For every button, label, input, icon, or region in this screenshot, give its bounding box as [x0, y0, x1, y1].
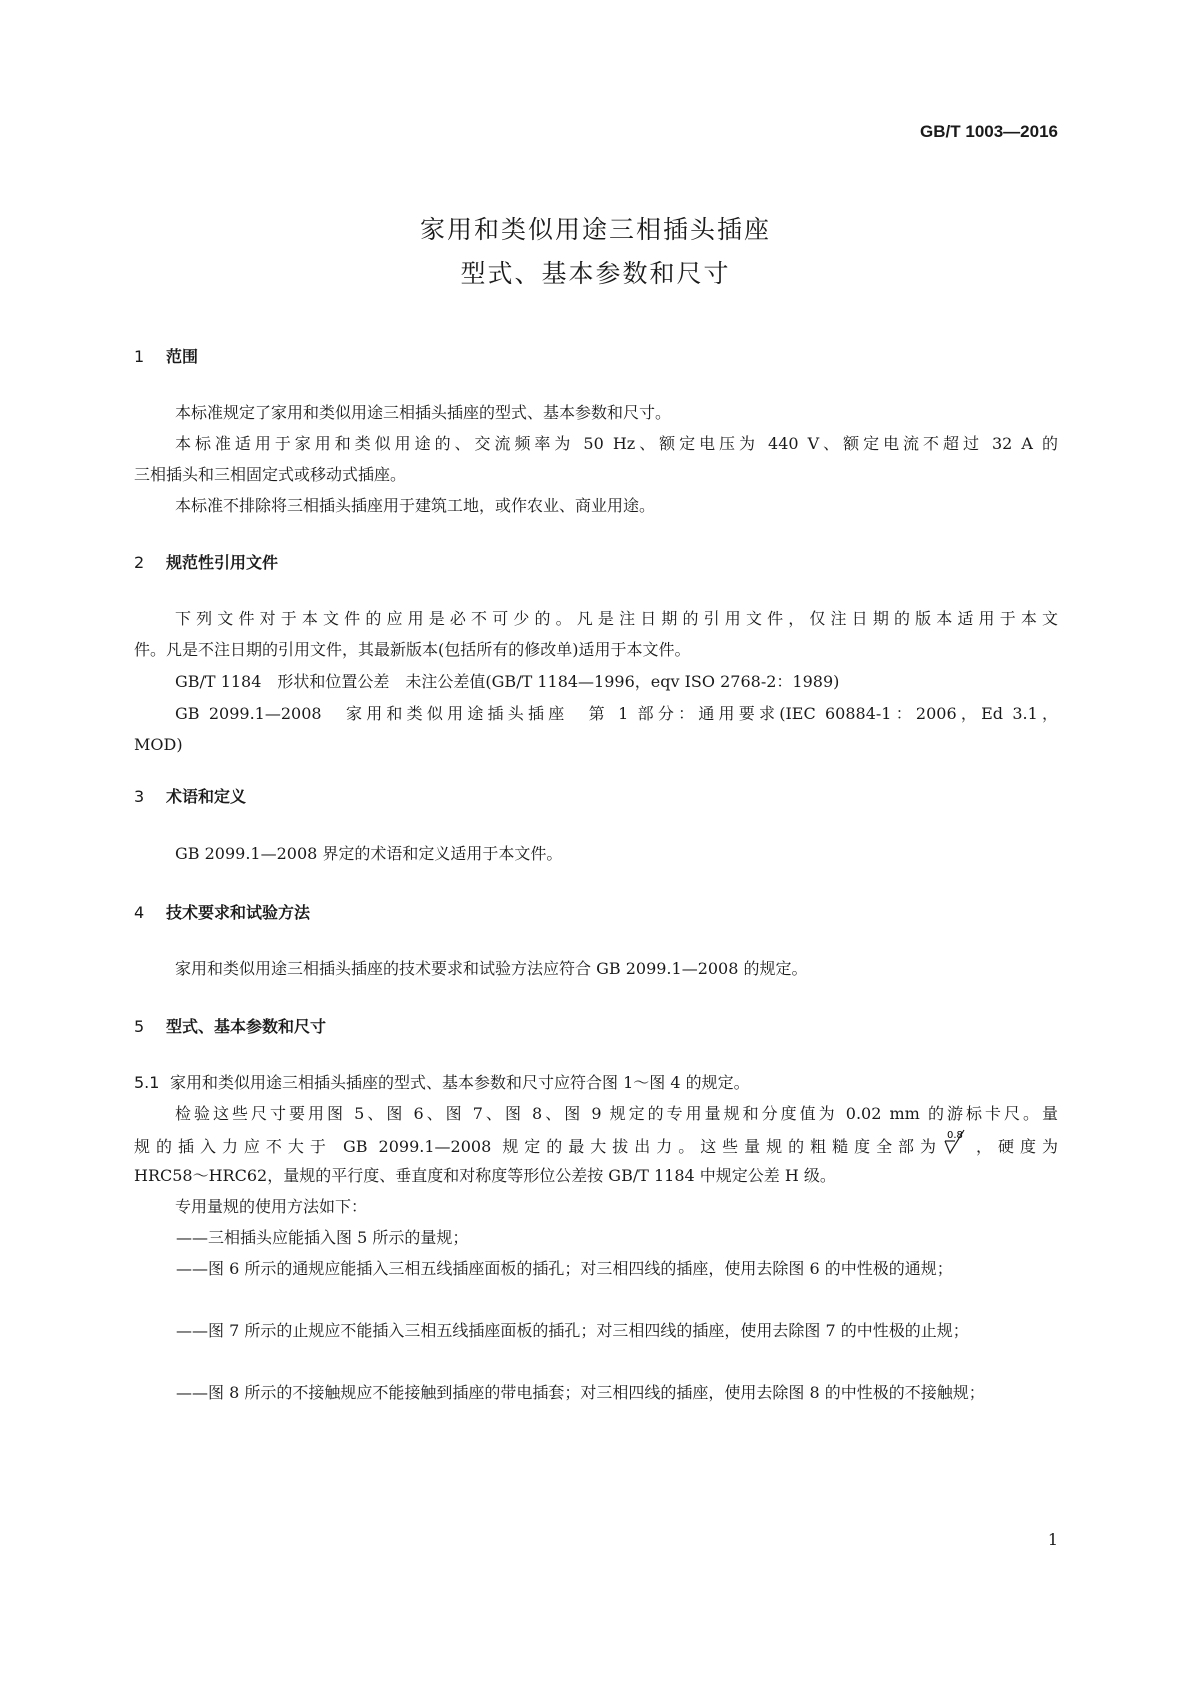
title-line-2: 型式、基本参数和尺寸: [460, 259, 731, 288]
section-number: 5: [134, 1017, 145, 1036]
paragraph: 家用和类似用途三相插头插座的技术要求和试验方法应符合 GB 2099.1—2008 的规定。: [175, 959, 808, 978]
section-title: 技术要求和试验方法: [166, 903, 311, 922]
paragraph-line: 下列文件对于本文件的应用是必不可少的。凡是注日期的引用文件，仅注日期的版本适用于本文: [175, 609, 1058, 628]
standard-number: GB/T 1003—2016: [920, 122, 1058, 141]
section-title: 术语和定义: [166, 787, 247, 806]
paragraph-line: 件。凡是不注日期的引用文件，其最新版本(包括所有的修改单)适用于本文件。: [134, 640, 691, 659]
reference-gb2099-line: MOD): [134, 735, 183, 754]
section-3-heading: [134, 784, 246, 807]
paragraph-line: HRC58～HRC62，量规的平行度、垂直度和对称度等形位公差按 GB/T 1184 中规定公差 H 级。: [134, 1166, 836, 1185]
section-1-heading: [134, 344, 198, 367]
text: ，硬度为: [970, 1137, 1058, 1156]
section-number: 1: [134, 347, 145, 366]
text: 规的插入力应不大于 GB 2099.1—2008 规定的最大拔出力。这些量规的粗糙度全部为: [134, 1137, 943, 1156]
section-number: 2: [134, 553, 145, 572]
list-item: ——图 6 所示的通规应能插入三相五线插座面板的插孔；对三相四线的插座，使用去除图 6 的中性极的通规；: [176, 1259, 953, 1278]
paragraph-line: 三相插头和三相固定式或移动式插座。: [134, 465, 407, 484]
roughness-value: 0.8: [947, 1130, 963, 1141]
section-2-heading: [134, 550, 278, 573]
paragraph: GB 2099.1—2008 界定的术语和定义适用于本文件。: [175, 844, 563, 863]
paragraph: 本标准不排除将三相插头插座用于建筑工地，或作农业、商业用途。: [175, 496, 656, 515]
page-number: 1: [1047, 1530, 1058, 1549]
list-item: ——图 8 所示的不接触规应不能接触到插座的带电插套；对三相四线的插座，使用去除图 8 的中性极的不接触规；: [176, 1383, 985, 1402]
list-item: ——三相插头应能插入图 5 所示的量规；: [176, 1228, 469, 1247]
list-item: ——图 7 所示的止规应不能插入三相五线插座面板的插孔；对三相四线的插座，使用去除图 7 的中性极的止规；: [176, 1321, 969, 1340]
clause-5-1: [134, 1067, 1058, 1098]
clause-number: 5.1: [134, 1073, 160, 1092]
paragraph: 本标准规定了家用和类似用途三相插头插座的型式、基本参数和尺寸。: [175, 403, 672, 422]
reference-gb2099-line: GB 2099.1—2008 家用和类似用途插头插座 第 1 部分：通用要求(IEC 60884-1：2006，Ed 3.1，: [175, 704, 1058, 723]
section-title: 型式、基本参数和尺寸: [166, 1017, 327, 1036]
section-5-heading: [134, 1014, 326, 1037]
paragraph: 专用量规的使用方法如下：: [175, 1197, 368, 1216]
section-number: 4: [134, 903, 145, 922]
paragraph-line: 本标准适用于家用和类似用途的、交流频率为 50 Hz、额定电压为 440 V、额定电流不超过 32 A 的: [175, 434, 1058, 453]
section-title: 规范性引用文件: [166, 553, 279, 572]
clause-text: 家用和类似用途三相插头插座的型式、基本参数和尺寸应符合图 1～图 4 的规定。: [170, 1073, 750, 1092]
section-4-heading: [134, 900, 310, 923]
title-line-1: 家用和类似用途三相插头插座: [419, 215, 771, 244]
section-number: 3: [134, 787, 145, 806]
paragraph-line: 检验这些尺寸要用图 5、图 6、图 7、图 8、图 9 规定的专用量规和分度值为 0.02 mm 的游标卡尺。量: [175, 1104, 1058, 1123]
section-title: 范围: [166, 347, 199, 366]
reference-gbt1184: GB/T 1184 形状和位置公差 未注公差值(GB/T 1184—1996，eqv ISO 2768-2：1989): [175, 672, 840, 691]
